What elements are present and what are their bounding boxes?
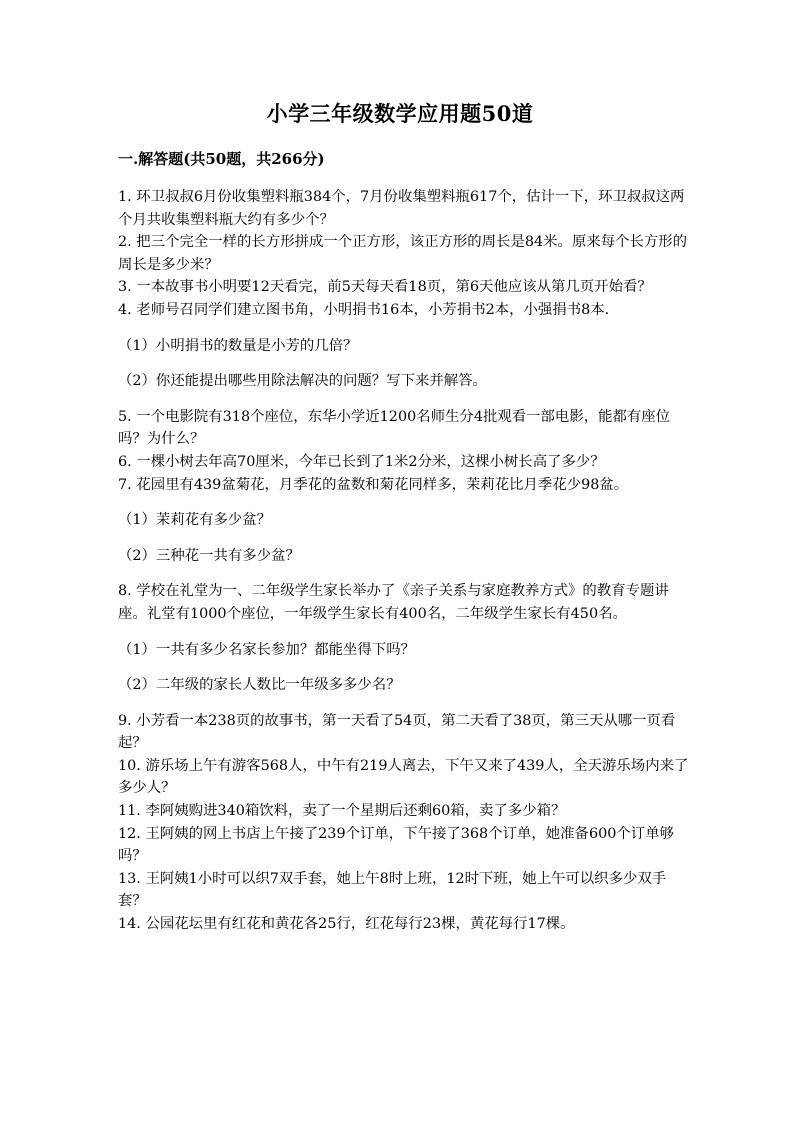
section-heading: 一.解答题(共50题，共266分): [118, 150, 325, 168]
question-7: 7. 花园里有439盆菊花，月季花的盆数和菊花同样多，茉莉花比月季花少98盆。: [118, 476, 629, 493]
question-7-part-1: （1）茉莉花有多少盆？: [118, 512, 272, 529]
question-1: 1. 环卫叔叔6月份收集塑料瓶384个，7月份收集塑料瓶617个，估计一下，环卫叔叔这两个月共收集塑料瓶大约有多少个？: [118, 189, 685, 228]
question-3: 3. 一本故事书小明要12天看完，前5天每天看18页，第6天他应该从第几页开始看？: [118, 279, 652, 296]
question-4-part-2: （2）你还能提出哪些用除法解决的问题？写下来并解答。: [118, 373, 487, 390]
question-12: 12. 王阿姨的网上书店上午接了239个订单，下午接了368个订单，她准备600个订单够吗？: [118, 825, 674, 865]
question-list: [118, 186, 690, 936]
question-2: 2. 把三个完全一样的长方形拼成一个正方形，该正方形的周长是84米。原来每个长方形的周长是多少米？: [118, 234, 688, 273]
question-8-part-2: （2）二年级的家长人数比一年级多多少名？: [118, 677, 401, 694]
question-4: 4. 老师号召同学们建立图书角，小明捐书16本，小芳捐书2本，小强捐书8本.: [118, 301, 610, 318]
question-8: 8. 学校在礼堂为一、二年级学生家长举办了《亲子关系与家庭教养方式》的教育专题讲座。礼堂有1000个座位，一年级学生家长有400名，二年级学生家长有450名。: [118, 583, 669, 622]
question-5: 5. 一个电影院有318个座位，东华小学近1200名师生分4批观看一部电影，能都有座位吗？为什么？: [118, 408, 671, 448]
question-11: 11. 李阿姨购进340箱饮料，卖了一个星期后还剩60箱，卖了多少箱？: [118, 803, 566, 820]
question-6: 6. 一棵小树去年高70厘米，今年已长到了1米2分米，这棵小树长高了多少？: [118, 453, 605, 470]
page-title: 小学三年级数学应用题50道: [266, 101, 534, 126]
question-14: 14. 公园花坛里有红花和黄花各25行，红花每行23棵，黄花每行17棵。: [118, 916, 575, 933]
question-10: 10. 游乐场上午有游客568人，中午有219人离去，下午又来了439人，全天游乐场内来了多少人？: [118, 757, 689, 797]
question-9: 9. 小芳看一本238页的故事书，第一天看了54页，第二天看了38页，第三天从哪一页看起？: [118, 712, 676, 752]
question-13: 13. 王阿姨1小时可以织7双手套，她上午8时上班，12时下班，她上午可以织多少双手套？: [118, 870, 667, 910]
question-8-part-1: （1）一共有多少名家长参加？都能坐得下吗？: [118, 641, 415, 658]
question-4-part-1: （1）小明捐书的数量是小芳的几倍？: [118, 337, 358, 354]
question-7-part-2: （2）三种花一共有多少盆？: [118, 547, 300, 564]
